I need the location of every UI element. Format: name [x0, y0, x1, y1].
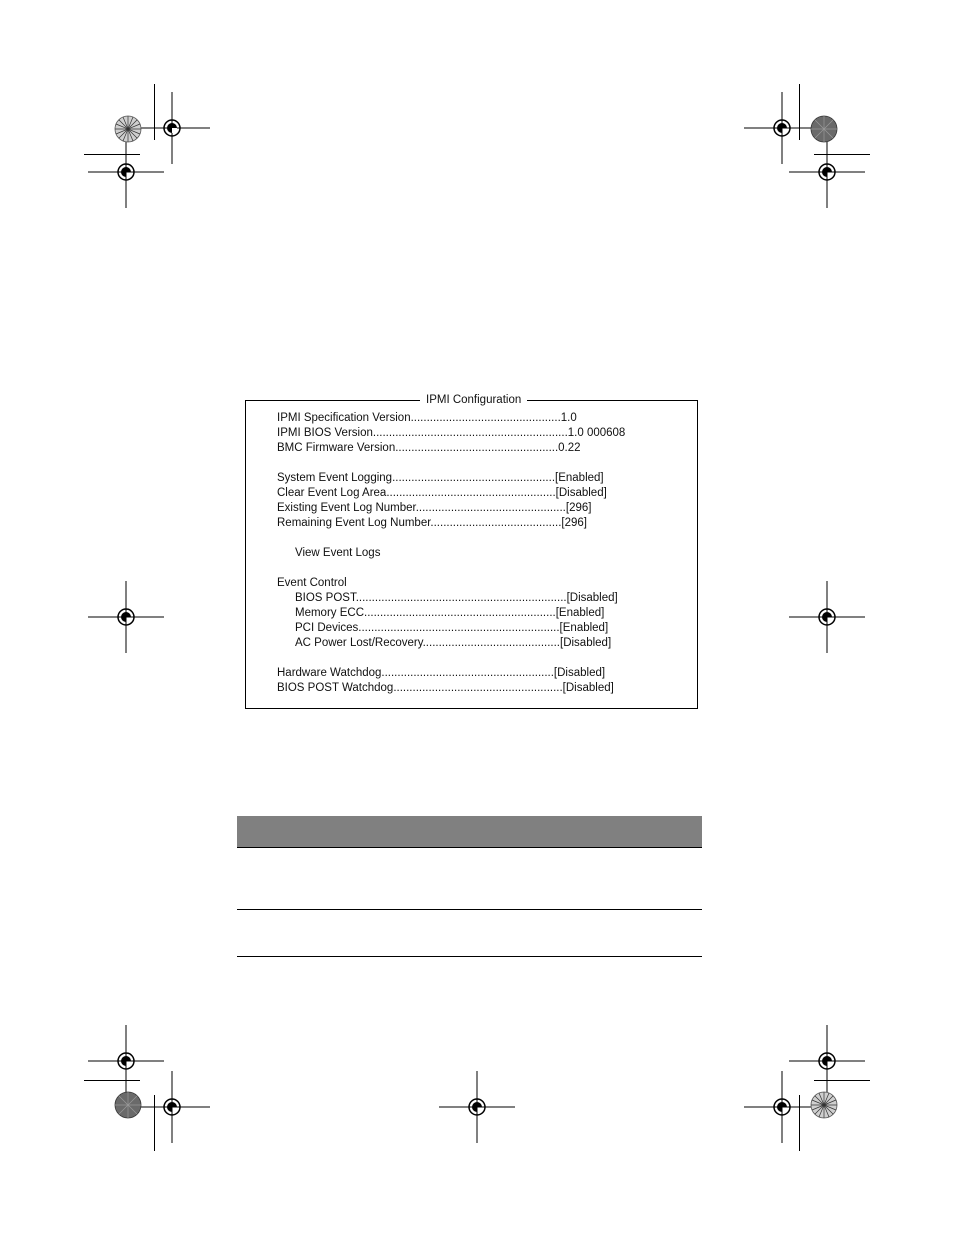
view-event-logs-item[interactable]: View Event Logs — [295, 547, 381, 559]
bios-screen-box — [245, 394, 698, 709]
bmc-firmware-version-line: BMC Firmware Version...................................................0.22 — [277, 442, 581, 454]
existing-event-log-number-line: Existing Event Log Number...............................................[296] — [277, 502, 592, 514]
table-rule — [237, 909, 702, 910]
table-rule — [237, 847, 702, 848]
crosshair-registration-mark-icon — [86, 579, 166, 655]
crosshair-registration-mark-icon — [787, 134, 867, 210]
crosshair-registration-mark-icon — [132, 1069, 212, 1145]
hardware-watchdog-option[interactable]: Hardware Watchdog......................................................[Disabled] — [277, 667, 606, 679]
starburst-registration-target-icon — [810, 1091, 838, 1119]
ac-power-lost-recovery-option[interactable]: AC Power Lost/Recovery...........................................[Disabled] — [295, 637, 612, 649]
clear-event-log-area-option[interactable]: Clear Event Log Area.....................................................[Disabled] — [277, 487, 607, 499]
bios-post-watchdog-option[interactable]: BIOS POST Watchdog.....................................................[Disabled] — [277, 682, 614, 694]
memory-ecc-option[interactable]: Memory ECC............................................................[Enabled] — [295, 607, 605, 619]
starburst-registration-target-icon — [114, 115, 142, 143]
crosshair-registration-mark-icon — [86, 134, 166, 210]
event-control-heading: Event Control — [277, 577, 347, 589]
table-header — [237, 816, 702, 848]
crosshair-registration-mark-icon — [787, 579, 867, 655]
ipmi-bios-version-line: IPMI BIOS Version.............................................................1.0 000608 — [277, 427, 626, 439]
pci-devices-option[interactable]: PCI Devices...............................................................[Enabled] — [295, 622, 609, 634]
starburst-registration-target-icon — [810, 115, 838, 143]
bios-post-option[interactable]: BIOS POST..................................................................[Disabled] — [295, 592, 618, 604]
table-rule — [237, 956, 702, 957]
starburst-registration-target-icon — [114, 1091, 142, 1119]
ipmi-spec-version-line: IPMI Specification Version...............................................1.0 — [277, 412, 577, 424]
system-event-logging-option[interactable]: System Event Logging...................................................[Enabled] — [277, 472, 604, 484]
bios-screen-title: IPMI Configuration — [420, 392, 527, 408]
crosshair-registration-mark-icon — [437, 1069, 517, 1145]
remaining-event-log-number-line: Remaining Event Log Number.........................................[296] — [277, 517, 587, 529]
